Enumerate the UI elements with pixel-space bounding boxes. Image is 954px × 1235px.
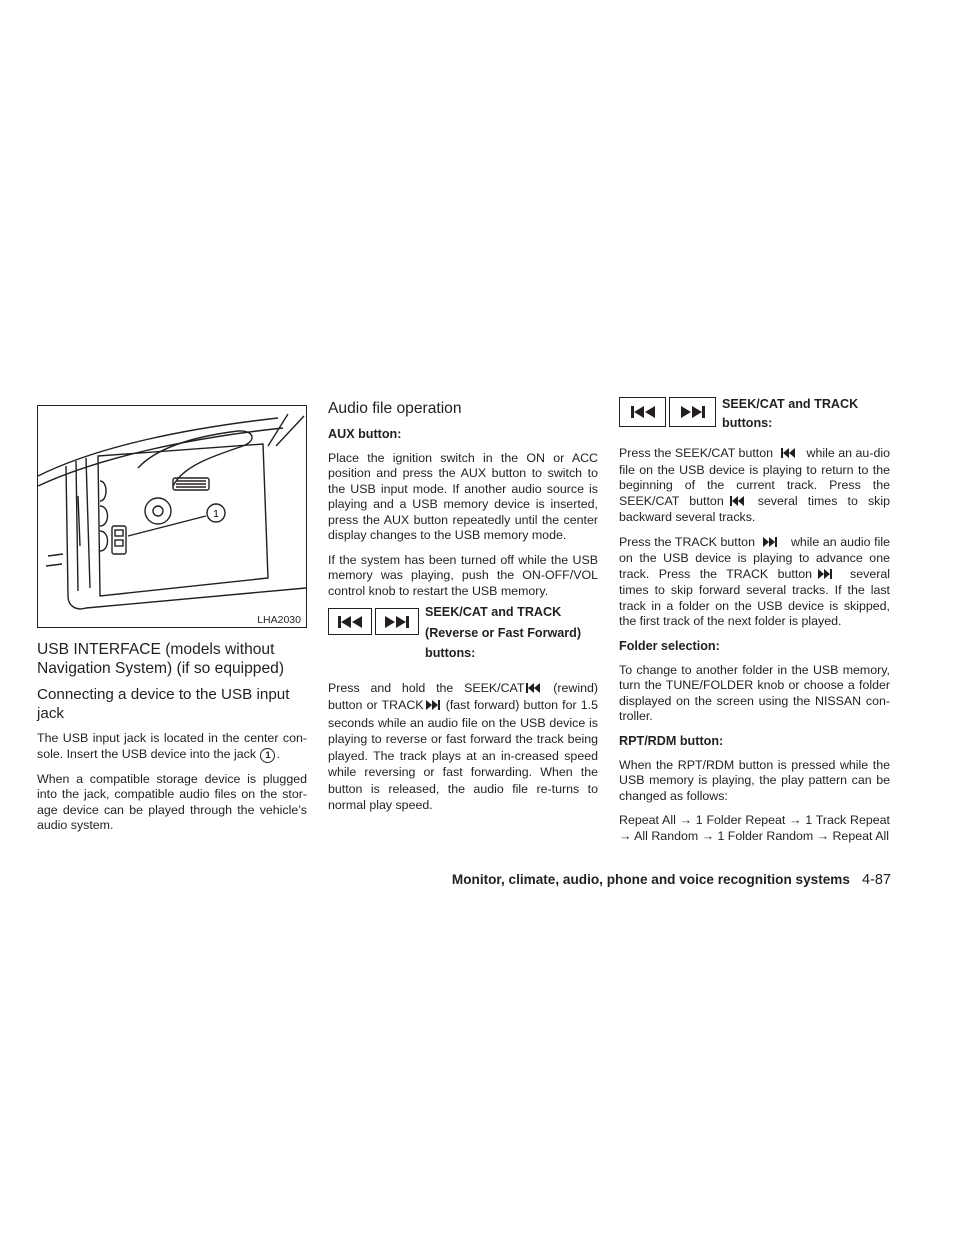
- skip-forward-icon: [818, 568, 832, 584]
- console-drawing: [38, 406, 306, 627]
- connecting-device-heading: Connecting a device to the USB input jack: [37, 686, 290, 722]
- aux-paragraph-2: If the system has been turned off while the USB memory was playing, push the ON-OFF/VOL control knob to restart the USB memory.: [328, 552, 598, 598]
- caption-line-3: buttons:: [425, 646, 476, 660]
- aux-button-title: AUX button:: [328, 426, 402, 441]
- seek-press-paragraph: [619, 446, 890, 526]
- seek-hold-text-a: Press and hold the SEEK/CAT: [328, 680, 525, 695]
- audio-file-operation-heading: Audio file operation: [328, 400, 462, 417]
- seek-cat-button: [328, 608, 372, 635]
- page-footer: [380, 872, 891, 888]
- skip-back-icon: [781, 447, 795, 463]
- usb-interface-heading: USB INTERFACE (models without Navigation System) (if so equipped): [37, 641, 285, 677]
- seek-hold-text-b: (rewind) button or TRACK: [328, 680, 598, 712]
- seek-cat-button-2: [619, 397, 666, 427]
- track-button: [375, 608, 419, 635]
- seek-track-button-block: [328, 605, 598, 664]
- seek-press-text-b: while an au-dio file on the USB device is playing to return to the beginning of the current track. Press the SEEK/CAT button: [619, 446, 890, 508]
- skip-forward-icon: [763, 536, 777, 552]
- skip-back-icon: [526, 681, 540, 698]
- seek-track-caption-2: [722, 395, 858, 433]
- usb-jack-text: The USB input jack is located in the center con-sole. Insert the USB device into the jack: [37, 731, 307, 761]
- seek-hold-paragraph: [328, 680, 598, 814]
- skip-back-icon: [337, 616, 363, 628]
- seek-track-buttons-2: [619, 397, 716, 427]
- page-number: 4-87: [861, 872, 891, 888]
- skip-forward-icon: [426, 698, 440, 715]
- skip-forward-icon: [384, 616, 410, 628]
- seek-hold-text-c: (fast forward) button for 1.5 seconds while an audio file on the USB device is playing to reverse or fast forward the track being played. The track plays at an in-creased speed while reversing or fast forwarding. When the button is released, the audio file re-turns to normal play speed.: [328, 698, 598, 812]
- seek-track-button-block-2: [619, 397, 890, 433]
- folder-selection-paragraph: To change to another folder in the USB memory, turn the TUNE/FOLDER knob or choose a folder displayed on the screen using the NISSAN con-troller.: [619, 662, 890, 723]
- callout-marker-1: 1: [260, 748, 275, 763]
- skip-back-icon: [630, 406, 656, 418]
- callout-1: 1: [213, 509, 219, 520]
- usb-jack-paragraph: [37, 731, 307, 763]
- column-middle: [328, 400, 598, 823]
- track-press-text-b: while an audio file on the USB device is playing to advance one track. Press the TRACK button: [619, 534, 890, 581]
- usb-jack-illustration: [37, 405, 307, 628]
- caption-2-line-1: SEEK/CAT and TRACK: [722, 397, 859, 411]
- play-pattern-sequence: Repeat All → 1 Folder Repeat → 1 Track Repeat → All Random → 1 Folder Random → Repeat All: [619, 813, 890, 843]
- skip-back-icon: [730, 495, 744, 511]
- seek-press-text-a: Press the SEEK/CAT button: [619, 446, 773, 460]
- rpt-rdm-paragraph: When the RPT/RDM button is pressed while the USB memory is playing, the play pattern can be changed as follows:: [619, 757, 890, 803]
- rpt-rdm-title: RPT/RDM button:: [619, 733, 724, 748]
- caption-2-line-2: buttons:: [722, 416, 773, 430]
- seek-track-buttons: [328, 608, 419, 635]
- figure-label: LHA2030: [257, 614, 301, 626]
- track-press-text-c: several times to skip forward several tracks. If the last track in a folder on the USB device is skipped, the first track of the next folder is played.: [619, 566, 890, 628]
- track-press-text-a: Press the TRACK button: [619, 534, 755, 549]
- skip-forward-icon: [680, 406, 706, 418]
- track-press-paragraph: [619, 535, 890, 630]
- caption-line-1: SEEK/CAT and TRACK: [425, 605, 562, 619]
- track-button-2: [669, 397, 716, 427]
- caption-line-2: (Reverse or Fast Forward): [425, 625, 582, 640]
- usb-jack-text-end: .: [276, 746, 280, 761]
- seek-track-caption: [425, 602, 581, 664]
- footer-section-title: Monitor, climate, audio, phone and voice recognition systems: [451, 872, 850, 887]
- compatible-device-paragraph: When a compatible storage device is plugged into the jack, compatible audio files on the stor-age device can be played through the vehicle’s audio system.: [37, 771, 307, 832]
- seek-press-text-c: several times to skip backward several tracks.: [619, 493, 890, 524]
- column-right: [619, 397, 890, 853]
- column-left: [37, 400, 307, 843]
- aux-paragraph-1: Place the ignition switch in the ON or ACC position and press the AUX button to switch to the USB input mode. If another audio source is playing and a USB memory device is inserted, press the AUX button repeatedly until the center display changes to the USB memory mode.: [328, 450, 598, 542]
- folder-selection-title: Folder selection:: [619, 638, 720, 653]
